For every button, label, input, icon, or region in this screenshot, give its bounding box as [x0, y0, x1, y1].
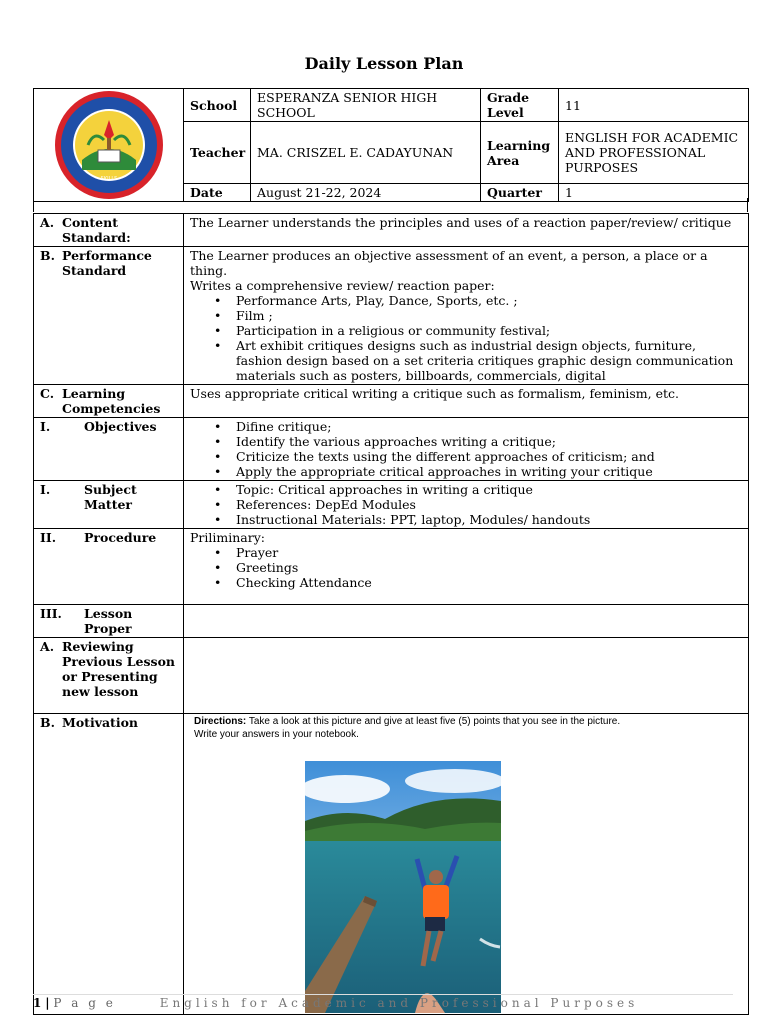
list-item: • Identify the various approaches writing a critique;: [236, 434, 742, 449]
row-label: Procedure: [84, 530, 157, 545]
teacher-value: MA. CRISZEL E. CADAYUNAN: [251, 122, 481, 184]
quarter-value: 1: [559, 183, 749, 201]
row-number: C.: [40, 386, 55, 401]
row-label: Objectives: [84, 419, 157, 434]
row-number: III.: [40, 606, 62, 621]
teacher-label: Teacher: [184, 122, 251, 184]
row-label: Content Standard:: [62, 215, 131, 245]
motivation-row: [34, 714, 749, 1015]
spacer-row: [33, 198, 748, 212]
procedure-row: [34, 529, 749, 605]
list-item: • Participation in a religious or community festival;: [236, 323, 742, 338]
row-label: Subject Matter: [84, 482, 137, 512]
list-item: • Checking Attendance: [236, 575, 742, 590]
list-item: • Instructional Materials: PPT, laptop, Modules/ handouts: [236, 512, 742, 527]
row-number: I.: [40, 419, 51, 434]
procedure-intro: Priliminary:: [190, 530, 265, 545]
page-title: Daily Lesson Plan: [304, 54, 464, 73]
date-value: August 21-22, 2024: [251, 183, 481, 201]
list-item: • References: DepEd Modules: [236, 497, 742, 512]
grade-value: 11: [559, 89, 749, 122]
page-label: P a g e: [53, 996, 116, 1010]
list-item: • Art exhibit critiques designs such as industrial design objects, furniture, fashion design based on a set criteria critiques graphic design communication materials such as posters, billboards, commercials, digital: [236, 338, 742, 383]
motivation-photo: [305, 761, 501, 1013]
row-label: Reviewing Previous Lesson or Presenting new lesson: [62, 639, 176, 699]
list-item: • Performance Arts, Play, Dance, Sports, etc. ;: [236, 293, 742, 308]
subject-matter-row: [34, 481, 749, 529]
grade-label: Grade Level: [481, 89, 559, 122]
page-number: 1: [33, 996, 42, 1010]
list-item: • Prayer: [236, 545, 742, 560]
area-label: Learning Area: [481, 122, 559, 184]
page-separator: |: [45, 996, 50, 1010]
list-item: • Difine critique;: [236, 419, 742, 434]
lesson-proper-row: [34, 605, 749, 638]
list-item: • Topic: Critical approaches in writing a critique: [236, 482, 742, 497]
content-standard-row: [34, 214, 749, 247]
school-value: ESPERANZA SENIOR HIGH SCHOOL: [251, 89, 481, 122]
row-number: A.: [40, 215, 55, 230]
performance-line-2: Writes a comprehensive review/ reaction paper:: [190, 278, 495, 293]
header-table: [33, 88, 749, 202]
page-footer: [33, 996, 733, 1010]
competencies-text: Uses appropriate critical writing a critique such as formalism, feminism, etc.: [184, 385, 749, 418]
objectives-row: [34, 418, 749, 481]
school-logo: [54, 90, 164, 200]
directions-text: Take a look at this picture and give at least five (5) points that you see in the picture. Write your answers in your notebook.: [194, 716, 621, 740]
list-item: • Film ;: [236, 308, 742, 323]
lesson-table: [33, 213, 749, 1015]
list-item: • Apply the appropriate critical approaches in writing your critique: [236, 464, 742, 479]
row-label: Performance Standard: [62, 248, 152, 278]
row-number: A.: [40, 639, 55, 654]
directions-label: Directions:: [194, 716, 247, 727]
content-standard-text: The Learner understands the principles and uses of a reaction paper/review/ critique: [184, 214, 749, 247]
row-number: B.: [40, 248, 55, 263]
row-number: II.: [40, 530, 57, 545]
area-value: ENGLISH FOR ACADEMIC AND PROFESSIONAL PURPOSES: [559, 122, 749, 184]
course-name: English for Academic and Professional Purposes: [159, 996, 639, 1010]
performance-standard-row: [34, 247, 749, 385]
footer-rule: [33, 994, 733, 995]
motivation-directions: [194, 715, 624, 741]
row-label: Motivation: [62, 715, 139, 730]
list-item: • Criticize the texts using the different approaches of criticism; and: [236, 449, 742, 464]
row-label: Learning Competencies: [62, 386, 161, 416]
row-number: I.: [40, 482, 51, 497]
row-number: B.: [40, 715, 55, 730]
reviewing-row: [34, 638, 749, 714]
logo-cell: [34, 89, 184, 202]
quarter-label: Quarter: [481, 183, 559, 201]
date-label: Date: [184, 183, 251, 201]
row-label: Lesson Proper: [84, 606, 133, 636]
school-label: School: [184, 89, 251, 122]
svg-text:SKILLS: SKILLS: [100, 176, 117, 182]
list-item: • Greetings: [236, 560, 742, 575]
performance-line-1: The Learner produces an objective assessment of an event, a person, a place or a thing.: [190, 248, 708, 278]
competencies-row: [34, 385, 749, 418]
